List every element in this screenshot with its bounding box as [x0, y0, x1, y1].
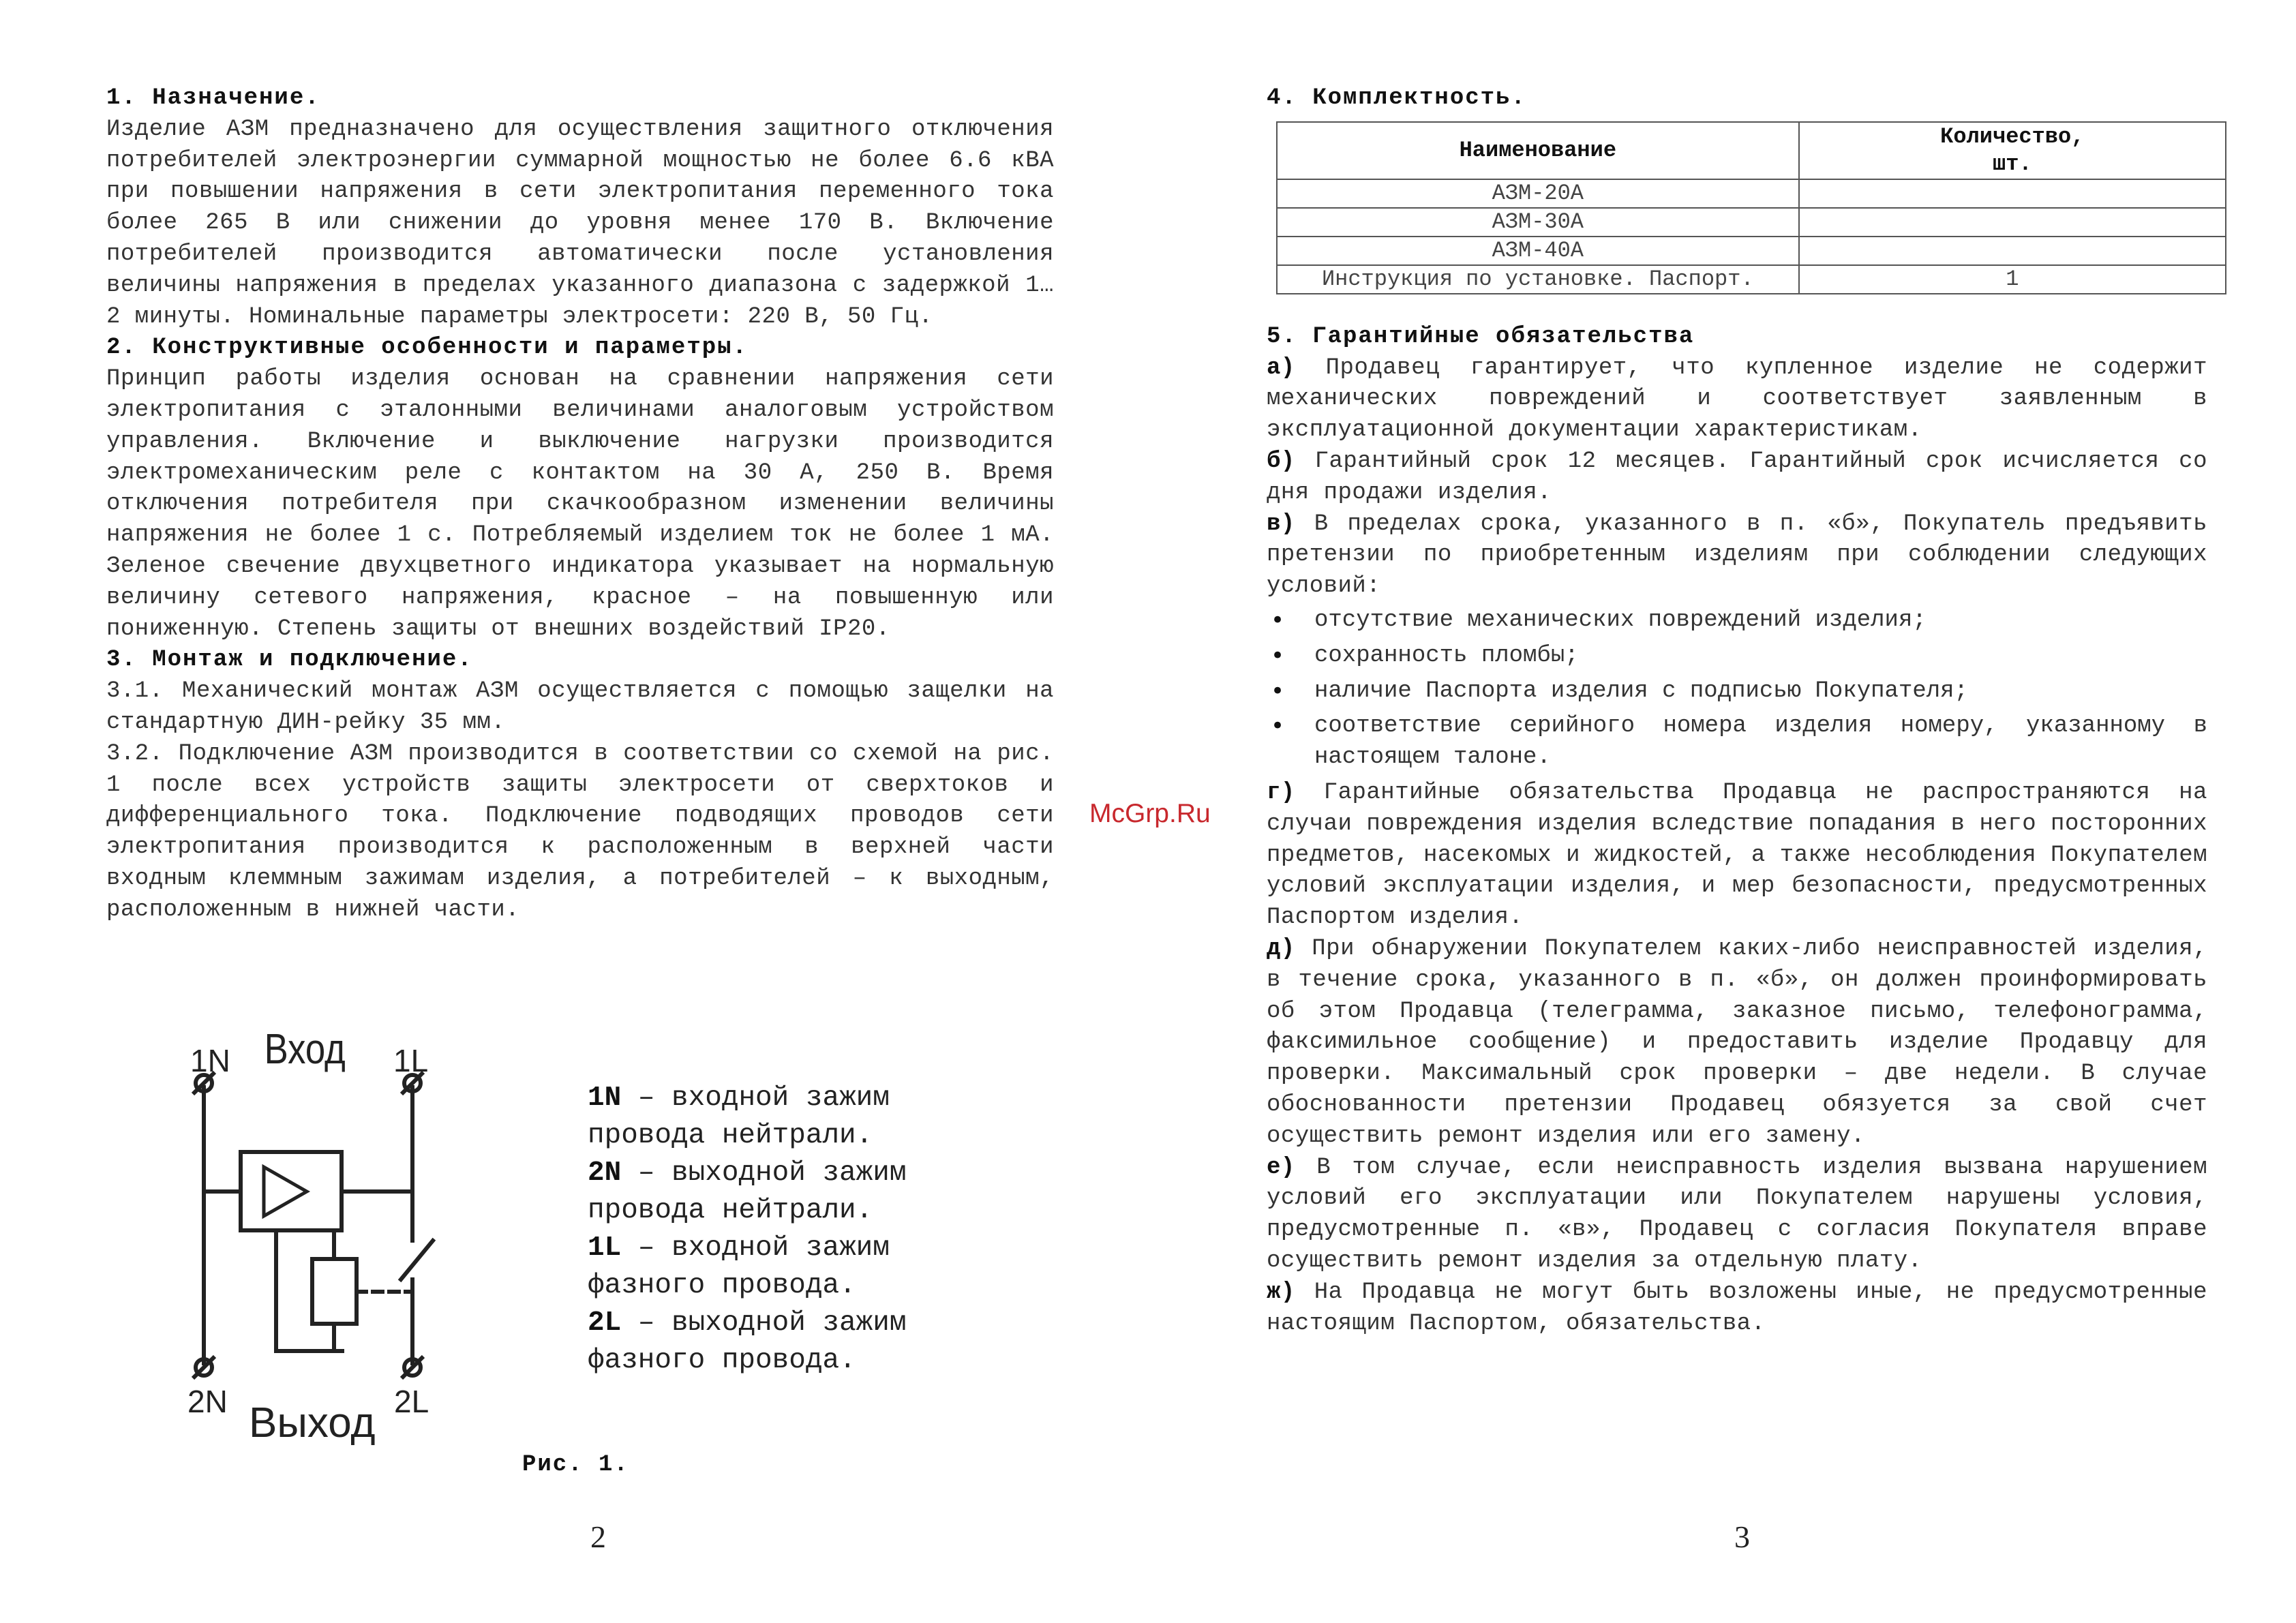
- warranty-e: е) В том случае, если неисправность изделия вызвана нарушением условий его эксплуатации или Покупателем нарушены условия, предусмотренные п. «в», Продавец с согласия Покупателя вправе осуществить ремонт изделия за отдельную плату.: [1267, 1154, 2207, 1274]
- table-row: АЗМ-30А: [1277, 208, 2226, 237]
- watermark: McGrp.Ru: [1089, 799, 1211, 828]
- list-item: • наличие Паспорта изделия с подписью Покупателя;: [1267, 676, 2207, 708]
- list-item: • сохранность пломбы;: [1267, 641, 2207, 672]
- section-3-2-text: 3.2. Подключение АЗМ производится в соответствии со схемой на рис. 1 после всех устройств защиты электросети от сверхтоков и дифференциального тока. Подключение подводящих проводов сети электропитания производится к расположенным в верхней части входным клеммным зажимам изделия, а потребителей – к выходным, расположенным в нижней части.: [106, 740, 1054, 923]
- terminal-1n-label: 1N: [190, 1043, 230, 1078]
- figure-caption: Рис. 1.: [522, 1452, 629, 1478]
- warranty-g: г) Гарантийные обязательства Продавца не распространяются на случаи повреждения изделия вследствие попадания в него посторонних предметов, насекомых и жидкостей, а также несоблюдения Покупателем условий эксплуатации изделия, и мер безопасности, предусмотренных Паспортом изделия.: [1267, 779, 2207, 931]
- warranty-v: в) В пределах срока, указанного в п. «б», Покупатель предъявить претензии по приобретенным изделиям при соблюдении следующих условий:: [1267, 511, 2207, 600]
- relay-coil: [312, 1259, 357, 1324]
- section-3-1-text: 3.1. Механический монтаж АЗМ осуществляется с помощью защелки на стандартную ДИН-рейку 35 мм.: [106, 678, 1054, 735]
- legend-item: 2N – выходной зажим провода нейтрали.: [588, 1157, 907, 1226]
- section-5-title: 5. Гарантийные обязательства: [1267, 323, 1695, 350]
- amplifier-triangle-icon: [264, 1167, 307, 1216]
- section-2-text: Принцип работы изделия основан на сравнении напряжения сети электропитания с эталонными величинами аналоговым устройством управления. Включение и выключение нагрузки производится электромеханическим реле с контактом на 30 А, 250 В. Время отключения потребителя при скачкообразном изменении величины напряжения не более 1 с. Потребляемый изделием ток не более 1 мА. Зеленое свечение двухцветного индикатора указывает на нормальную величину сетевого напряжения, красное – на повышенную или пониженную. Степень защиты от внешних воздействий IP20.: [106, 366, 1054, 642]
- legend-item: 1N – входной зажим провода нейтрали.: [588, 1082, 890, 1151]
- relay-switch-contact: [401, 1241, 433, 1279]
- diagram-legend: [588, 1080, 997, 1380]
- wiring-diagram: [174, 1022, 447, 1445]
- section-2-title: 2. Конструктивные особенности и параметры.: [106, 335, 748, 361]
- terminal-2n-icon: [193, 1356, 215, 1378]
- terminal-2l-label: 2L: [394, 1384, 429, 1419]
- warranty-a: а) Продавец гарантирует, что купленное изделие не содержит механических повреждений и соответствует заявленным в эксплуатационной документации характеристикам.: [1267, 354, 2207, 444]
- section-4-title: 4. Комплектность.: [1267, 85, 1526, 111]
- page-number-right: 3: [1734, 1519, 1750, 1554]
- page-number-left: 2: [590, 1519, 606, 1554]
- right-page: [1267, 83, 2207, 1339]
- contents-table: [1276, 121, 2226, 294]
- input-label: Вход: [264, 1026, 346, 1074]
- section-1-title: 1. Назначение.: [106, 85, 320, 111]
- table-header-row: [1277, 122, 2226, 179]
- table-row: АЗМ-20А: [1277, 179, 2226, 208]
- table-row: Инструкция по установке. Паспорт. 1: [1277, 265, 2226, 294]
- terminal-2l-icon: [402, 1356, 423, 1378]
- warranty-d: д) При обнаружении Покупателем каких-либо неисправностей изделия, в течение срока, указанного в п. «б», он должен проинформировать об этом Продавца (телеграмма, заказное письмо, телефонограмма, факсимильное сообщение) и предоставить изделие Продавцу для проверки. Максимальный срок проверки – две недели. В случае обоснованности претензии Продавец обязуется за свой счет осуществить ремонт изделия или его замену.: [1267, 935, 2207, 1149]
- legend-item: 2L – выходной зажим фазного провода.: [588, 1307, 907, 1376]
- output-label: Выход: [249, 1399, 376, 1445]
- section-1-text: Изделие АЗМ предназначено для осуществления защитного отключения потребителей электроэнергии суммарной мощностью не более 6.6 кВА при повышении напряжения в сети электропитания переменного тока более 265 В или снижении до уровня менее 170 В. Включение потребителей производится автоматически после установления величины напряжения в пределах указанного диапазона с задержкой 1…2 минуты. Номинальные параметры электросети: 220 В, 50 Гц.: [106, 116, 1054, 330]
- warranty-conditions-list: [1267, 605, 2207, 774]
- table-row: АЗМ-40А: [1277, 237, 2226, 265]
- terminal-2n-label: 2N: [187, 1384, 228, 1419]
- table-header-qty: Количество, шт.: [1799, 122, 2226, 179]
- list-item: • отсутствие механических повреждений изделия;: [1267, 605, 2207, 637]
- left-page: [106, 83, 1054, 926]
- warranty-zh: ж) На Продавца не могут быть возложены иные, не предусмотренные настоящим Паспортом, обязательства.: [1267, 1279, 2207, 1337]
- list-item: • соответствие серийного номера изделия номеру, указанному в настоящем талоне.: [1267, 711, 2207, 774]
- control-unit-box: [241, 1152, 342, 1230]
- section-3-title: 3. Монтаж и подключение.: [106, 647, 473, 673]
- warranty-b: б) Гарантийный срок 12 месяцев. Гарантийный срок исчисляется со дня продажи изделия.: [1267, 448, 2207, 506]
- table-header-name: Наименование: [1277, 122, 1799, 179]
- legend-item: 1L – входной зажим фазного провода.: [588, 1232, 890, 1301]
- terminal-1l-label: 1L: [393, 1043, 429, 1078]
